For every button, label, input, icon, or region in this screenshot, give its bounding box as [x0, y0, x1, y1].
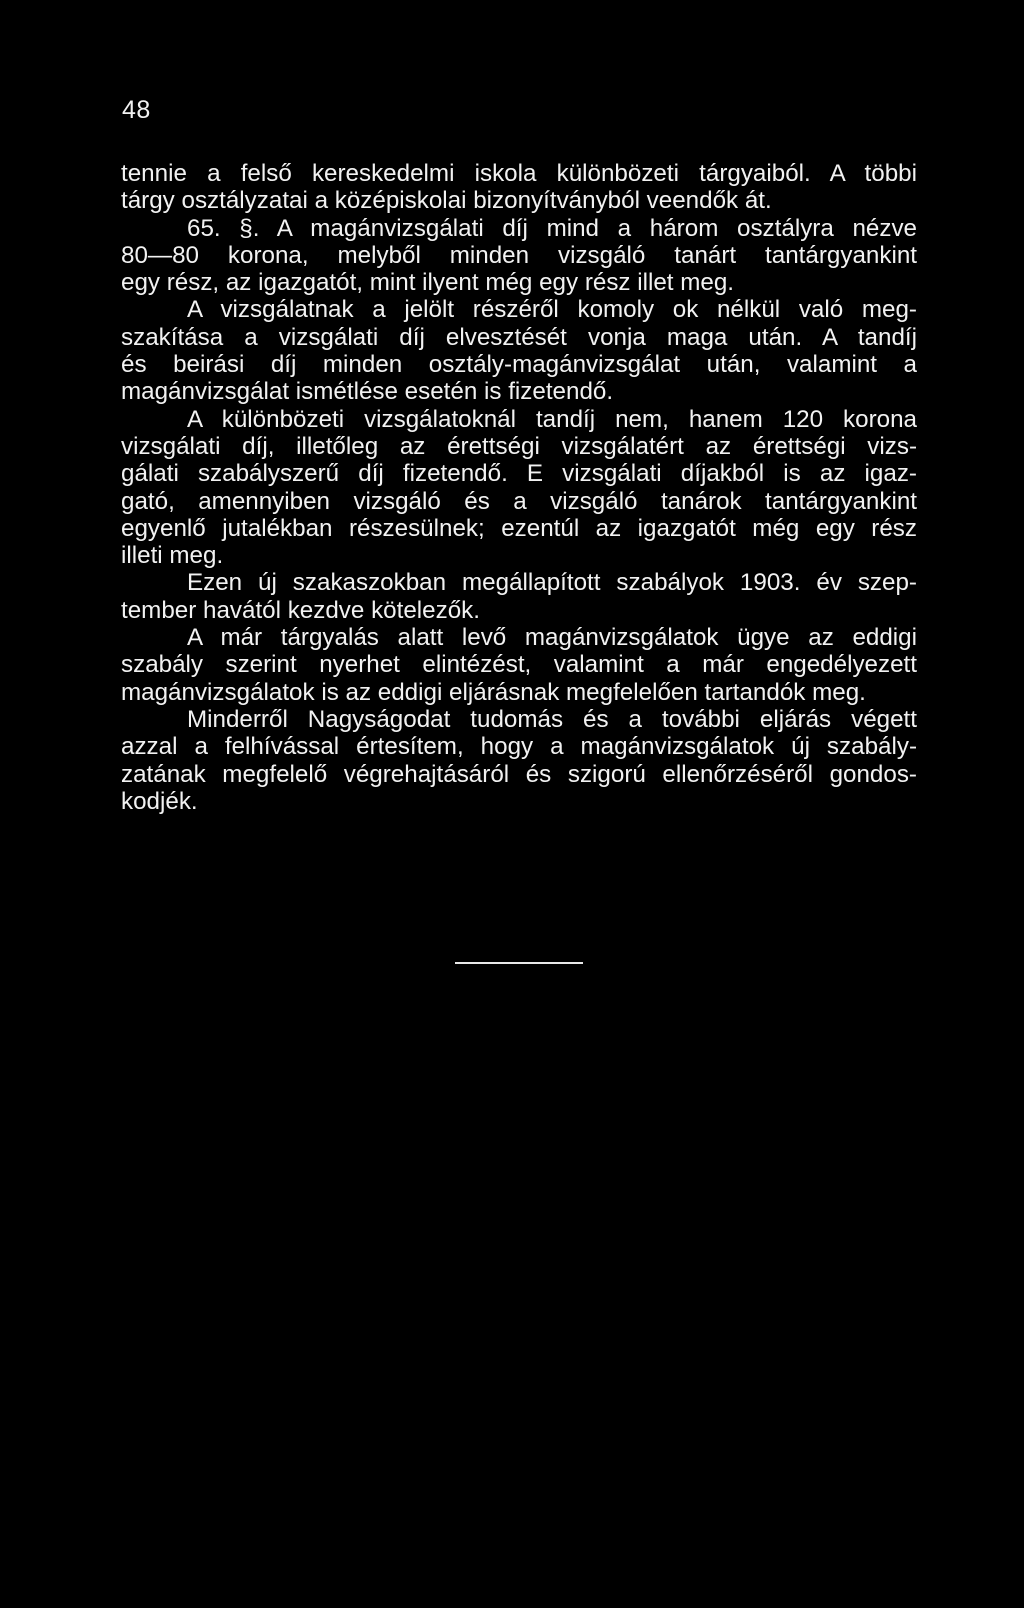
text-line: illeti meg.	[121, 542, 224, 570]
text-line: 80—80 korona, melyből minden vizsgáló tanárt tantárgyankint	[121, 241, 917, 269]
text-line: és beirási díj minden osztály-magánvizsgálat után, valamint a	[121, 351, 917, 379]
text-line: Ezen új szakaszokban megállapított szabályok 1903. év szep-	[187, 569, 917, 597]
text-line: A vizsgálatnak a jelölt részéről komoly ok nélkül való meg-	[187, 296, 917, 324]
text-line: egyenlő jutalékban részesülnek; ezentúl az igazgatót még egy rész	[121, 514, 917, 542]
text-line: kodjék.	[121, 787, 198, 815]
text-line: 65. §. A magánvizsgálati díj mind a három osztályra nézve	[187, 214, 917, 242]
text-line: gálati szabályszerű díj fizetendő. E vizsgálati díjakból is az igaz-	[121, 460, 917, 488]
text-line: magánvizsgálatok is az eddigi eljárásnak megfelelően tartandók meg.	[121, 678, 866, 706]
body-text	[121, 160, 917, 815]
text-line: magánvizsgálat ismétlése esetén is fizetendő.	[121, 378, 614, 406]
text-line: vizsgálati díj, illetőleg az érettségi vizsgálatért az érettségi vizs-	[121, 432, 917, 460]
text-line: tember havától kezdve kötelezők.	[121, 596, 480, 624]
text-line: gató, amennyiben vizsgáló és a vizsgáló tanárok tantárgyankint	[121, 487, 917, 515]
text-line: A már tárgyalás alatt levő magánvizsgálatok ügye az eddigi	[187, 624, 917, 652]
text-line: azzal a felhívással értesítem, hogy a magánvizsgálatok új szabály-	[121, 733, 917, 761]
page-number: 48	[122, 96, 151, 124]
text-line: Minderről Nagyságodat tudomás és a további eljárás végett	[187, 705, 917, 733]
text-line: egy rész, az igazgatót, mint ilyent még egy rész illet meg.	[121, 269, 735, 297]
text-line: tennie a felső kereskedelmi iskola különbözeti tárgyaiból. A többi	[121, 160, 917, 187]
section-divider	[455, 962, 583, 964]
text-line: tárgy osztályzatai a középiskolai bizonyítványból veendők át.	[121, 187, 772, 215]
text-line: szabály szerint nyerhet elintézést, valamint a már engedélyezett	[121, 651, 917, 679]
text-line: zatának megfelelő végrehajtásáról és szigorú ellenőrzéséről gondos-	[121, 760, 917, 788]
text-line: A különbözeti vizsgálatoknál tandíj nem, hanem 120 korona	[187, 405, 917, 433]
text-line: szakítása a vizsgálati díj elvesztését vonja maga után. A tandíj	[121, 323, 917, 351]
